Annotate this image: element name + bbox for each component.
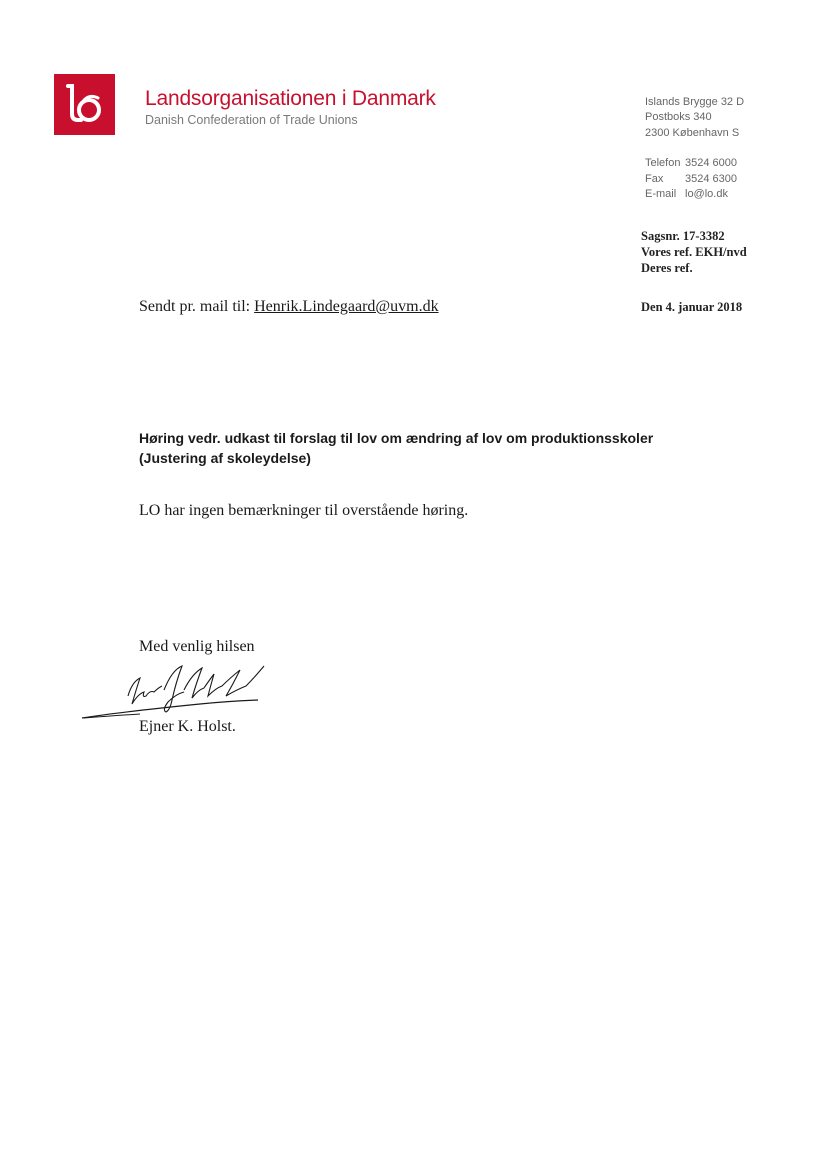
contact-email [645,188,728,200]
fax-value: 3524 6300 [685,173,737,185]
contact-phone [645,157,737,169]
case-number: Sagsnr. 17-3382 [641,229,725,243]
lo-logo-mark [54,74,115,135]
body-paragraph: LO har ingen bemærkninger til overstående høring. [139,502,469,519]
email-value[interactable]: lo@lo.dk [685,188,728,200]
letter-date: Den 4. januar 2018 [641,300,743,314]
address-city: 2300 København S [645,127,740,139]
handwritten-signature [80,660,270,722]
lo-logo [54,74,115,135]
address-pobox: Postboks 340 [645,111,712,123]
subject-line-1: Høring vedr. udkast til forslag til lov om ændring af lov om produktionsskoler [139,430,654,446]
recipient-email-link[interactable]: Henrik.Lindegaard@uvm.dk [254,298,439,315]
phone-value: 3524 6000 [685,157,737,169]
subject-heading [139,428,719,468]
your-reference: Deres ref. [641,261,693,275]
address-street: Islands Brygge 32 D [645,96,745,108]
sent-line [139,298,439,316]
signer-name: Ejner K. Holst. [139,718,236,735]
contact-fax [645,173,737,185]
sent-prefix: Sendt pr. mail til: [139,298,251,315]
subject-line-2: (Justering af skoleydelse) [139,450,311,466]
phone-label: Telefon [645,157,681,169]
email-label: E-mail [645,188,677,200]
org-subtitle: Danish Confederation of Trade Unions [145,113,358,127]
fax-label: Fax [645,173,664,185]
closing-line: Med venlig hilsen [139,638,255,655]
org-name: Landsorganisationen i Danmark [145,87,436,110]
our-reference: Vores ref. EKH/nvd [641,245,747,259]
